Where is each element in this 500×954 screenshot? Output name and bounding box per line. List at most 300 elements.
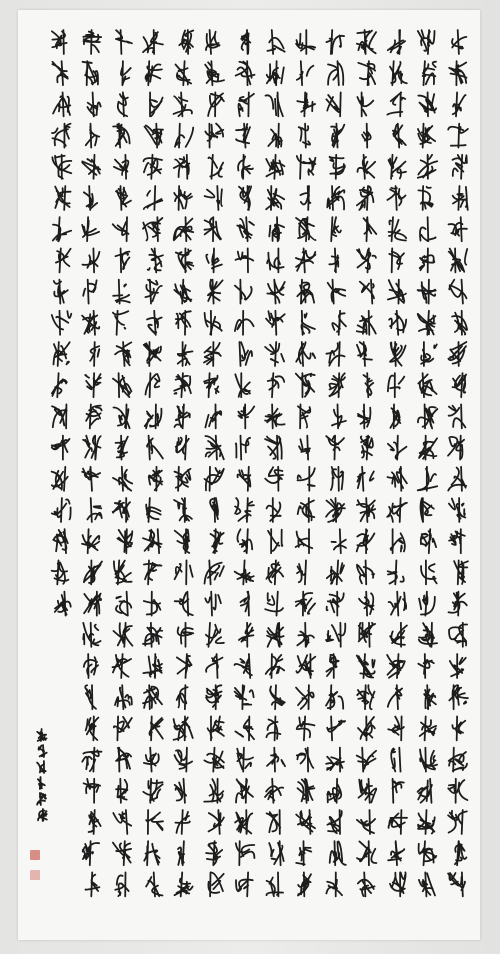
seal-script-glyph — [235, 373, 250, 397]
seal-script-glyph — [420, 748, 437, 772]
seal-script-glyph — [267, 498, 281, 522]
seal-script-glyph — [388, 841, 404, 865]
seal-script-glyph — [208, 716, 224, 740]
seal-script-glyph — [296, 217, 316, 241]
seal-script-glyph — [146, 61, 162, 85]
seal-script-glyph — [359, 779, 377, 803]
seal-script-glyph — [145, 404, 162, 428]
seal-script-glyph — [296, 30, 315, 54]
seal-script-glyph — [326, 30, 344, 54]
seal-script-glyph — [327, 592, 344, 616]
seal-script-glyph — [418, 467, 438, 491]
seal-script-glyph — [238, 92, 253, 116]
seal-script-glyph — [296, 654, 315, 678]
seal-script-glyph — [116, 436, 128, 460]
signature-glyph — [38, 809, 47, 821]
seal-script-glyph — [418, 404, 437, 428]
seal-script-glyph — [424, 685, 436, 709]
seal-script-glyph — [211, 529, 224, 553]
seal-script-glyph — [357, 92, 373, 116]
seal-script-glyph — [357, 186, 374, 210]
seal-script-glyph — [205, 61, 224, 85]
seal-script-glyph — [296, 810, 315, 834]
seal-script-glyph — [175, 560, 193, 584]
seal-script-glyph — [235, 280, 252, 304]
seal-script-glyph — [448, 810, 467, 834]
seal-script-glyph — [114, 560, 132, 584]
seal-script-glyph — [358, 716, 375, 740]
seal-script-glyph — [449, 623, 467, 647]
seal-script-glyph — [266, 560, 283, 584]
seal-script-glyph — [448, 342, 466, 366]
seal-script-glyph — [83, 436, 101, 460]
seal-script-glyph — [359, 623, 375, 647]
seal-script-glyph — [114, 623, 133, 647]
seal-script-glyph — [387, 498, 407, 522]
seal-script-glyph — [326, 498, 345, 522]
seal-script-glyph — [82, 155, 100, 179]
seal-script-glyph — [145, 124, 164, 148]
seal-script-glyph — [268, 124, 282, 148]
seal-script-glyph — [361, 436, 373, 460]
seal-script-glyph — [143, 529, 162, 553]
seal-script-glyph — [392, 779, 404, 803]
seal-script-glyph — [296, 685, 314, 709]
seal-script-glyph — [388, 467, 407, 491]
seal-script-glyph — [453, 92, 466, 116]
seal-script-glyph — [390, 623, 407, 647]
seal-script-glyph — [206, 623, 224, 647]
seal-script-glyph — [267, 810, 281, 834]
seal-script-glyph — [267, 748, 285, 772]
seal-script-glyph — [327, 716, 345, 740]
seal-script-glyph — [297, 623, 314, 647]
seal-script-glyph — [448, 779, 467, 803]
seal-script-glyph — [204, 342, 221, 366]
seal-script-glyph — [204, 373, 219, 397]
seal-script-glyph — [357, 529, 375, 553]
seal-script-glyph — [388, 716, 404, 740]
seal-script-glyph — [297, 61, 314, 85]
seal-script-glyph — [418, 779, 432, 803]
seal-script-glyph — [52, 373, 67, 397]
seal-script-glyph — [114, 404, 130, 428]
seal-script-glyph — [237, 748, 253, 772]
seal-script-glyph — [358, 404, 371, 428]
seal-script-glyph — [452, 716, 465, 740]
seal-script-glyph — [418, 810, 435, 834]
seal-script-glyph — [418, 373, 436, 397]
seal-script-glyph — [235, 311, 254, 335]
seal-script-glyph — [236, 436, 250, 460]
seal-script-glyph — [175, 872, 193, 896]
seal-script-glyph — [143, 30, 163, 54]
seal-script-glyph — [327, 810, 341, 834]
seal-script-glyph — [236, 872, 253, 896]
seal-script-glyph — [450, 654, 466, 678]
seal-script-glyph — [178, 623, 194, 647]
seal-script-glyph — [52, 311, 72, 335]
seal-script-glyph — [121, 61, 131, 85]
seal-script-glyph — [206, 30, 220, 54]
seal-script-glyph — [82, 748, 101, 772]
seal-script-glyph — [52, 436, 70, 460]
seal-script-glyph — [421, 529, 436, 553]
seal-script-glyph — [296, 841, 311, 865]
seal-script-glyph — [116, 748, 131, 772]
seal-script-glyph — [113, 280, 130, 304]
seal-script-glyph — [174, 280, 191, 304]
seal-script-glyph — [393, 124, 406, 148]
seal-script-glyph — [389, 217, 407, 241]
seal-script-glyph — [144, 186, 163, 210]
seal-script-glyph — [205, 467, 224, 491]
seal-script-glyph — [174, 155, 190, 179]
seal-script-glyph — [390, 404, 400, 428]
seal-script-glyph — [206, 654, 222, 678]
signature-glyph — [38, 777, 45, 789]
seal-script-glyph — [296, 529, 313, 553]
seal-script-glyph — [147, 436, 163, 460]
seal-script-glyph — [299, 124, 310, 148]
seal-script-glyph — [419, 436, 437, 460]
seal-script-glyph — [328, 280, 346, 304]
seal-script-glyph — [420, 217, 436, 241]
seal-script-glyph — [236, 841, 255, 865]
seal-script-glyph — [209, 810, 224, 834]
seal-script-glyph — [240, 342, 253, 366]
seal-script-glyph — [269, 217, 284, 241]
seal-script-glyph — [391, 529, 405, 553]
seal-script-glyph — [82, 529, 99, 553]
seal-script-glyph — [389, 248, 404, 272]
seal-script-glyph — [326, 654, 338, 678]
signature-glyph — [39, 745, 47, 757]
seal-script-glyph — [449, 529, 465, 553]
seal-script-glyph — [418, 654, 434, 678]
seal-script-glyph — [208, 92, 224, 116]
seal-script-glyph — [52, 61, 67, 85]
seal-script-glyph — [449, 592, 467, 616]
seal-script-glyph — [332, 529, 347, 553]
seal-script-glyph — [176, 436, 189, 460]
seal-script-glyph — [52, 124, 71, 148]
seal-script-glyph — [449, 217, 467, 241]
seal-script-glyph — [357, 30, 376, 54]
seal-script-glyph — [300, 186, 310, 210]
seal-script-glyph — [113, 217, 129, 241]
seal-script-glyph — [90, 342, 99, 366]
seal-script-glyph — [118, 92, 128, 116]
seal-script-glyph — [267, 623, 284, 647]
seal-script-glyph — [332, 311, 346, 335]
seal-script-glyph — [418, 92, 436, 116]
seal-script-glyph — [177, 685, 188, 709]
seal-script-glyph — [235, 716, 254, 740]
seal-script-glyph — [149, 467, 163, 491]
seal-script-glyph — [52, 560, 69, 584]
seal-script-glyph — [357, 467, 373, 491]
seal-script-glyph — [387, 186, 405, 210]
seal-script-glyph — [113, 498, 130, 522]
seal-script-glyph — [143, 217, 162, 241]
seal-script-glyph — [175, 779, 186, 803]
seal-script-glyph — [239, 623, 254, 647]
seal-script-glyph — [388, 280, 406, 304]
seal-script-glyph — [175, 467, 191, 491]
seal-script-glyph — [389, 810, 407, 834]
seal-script-glyph — [390, 61, 407, 85]
seal-script-glyph — [146, 373, 160, 397]
seal-script-glyph — [266, 872, 283, 896]
seal-script-glyph — [83, 61, 98, 85]
seal-script-glyph — [236, 248, 254, 272]
seal-script-glyph — [357, 841, 376, 865]
seal-script-glyph — [82, 248, 99, 272]
seal-script-glyph — [329, 248, 338, 272]
seal-script-glyph — [144, 841, 160, 865]
seal-script-glyph — [146, 810, 163, 834]
seal-script-glyph — [326, 685, 343, 709]
seal-script-glyph — [56, 248, 71, 272]
seal-script-glyph — [449, 685, 468, 709]
seal-script-glyph — [174, 92, 192, 116]
seal-script-glyph — [116, 779, 127, 803]
seal-script-glyph — [391, 748, 400, 772]
seal-script-glyph — [331, 217, 341, 241]
seal-script-glyph — [388, 560, 404, 584]
signature-glyph — [37, 729, 46, 741]
seal-script-glyph — [144, 748, 159, 772]
seal-script-glyph — [297, 716, 315, 740]
seal-script-glyph — [448, 124, 468, 148]
seal-script-glyph — [143, 623, 162, 647]
seal-script-glyph — [265, 467, 283, 491]
seal-script-glyph — [266, 716, 280, 740]
seal-script-glyph — [238, 155, 253, 179]
seal-script-glyph — [83, 841, 99, 865]
seal-script-glyph — [359, 592, 374, 616]
seal-script-glyph — [357, 560, 374, 584]
seal-script-glyph — [175, 748, 193, 772]
seal-script-glyph — [267, 280, 285, 304]
seal-script-glyph — [150, 92, 163, 116]
seal-script-glyph — [115, 342, 131, 366]
seal-script-glyph — [357, 685, 374, 709]
seal-script-glyph — [358, 61, 375, 85]
seal-script-glyph — [266, 92, 283, 116]
seal-script-glyph — [421, 342, 437, 366]
seal-script-glyph — [357, 498, 375, 522]
seal-script-glyph — [205, 404, 221, 428]
seal-script-glyph — [177, 654, 192, 678]
seal-script-glyph — [116, 592, 131, 616]
seal-script-glyph — [52, 155, 71, 179]
seal-script-glyph — [149, 716, 162, 740]
seal-script-glyph — [238, 404, 254, 428]
seal-script-glyph — [175, 124, 193, 148]
seal-script-glyph — [55, 186, 70, 210]
seal-script-glyph — [357, 654, 375, 678]
seal-script-glyph — [84, 654, 98, 678]
seal-script-glyph — [453, 373, 467, 397]
seal-script-glyph — [53, 92, 70, 116]
seal-script-glyph — [452, 30, 466, 54]
seal-script-glyph — [52, 467, 68, 491]
seal-script-glyph — [114, 716, 132, 740]
seal-script-glyph — [236, 124, 250, 148]
seal-script-glyph — [266, 654, 285, 678]
seal-script-glyph — [240, 592, 249, 616]
seal-script-glyph — [143, 654, 162, 678]
seal-script-glyph — [178, 841, 184, 865]
seal-script-glyph — [114, 155, 128, 179]
seal-script-glyph — [419, 592, 435, 616]
seal-script-glyph — [87, 92, 100, 116]
seal-script-glyph — [360, 280, 374, 304]
seal-script-glyph — [113, 124, 129, 148]
seal-script-glyph — [449, 498, 465, 522]
seal-script-glyph — [236, 779, 253, 803]
seal-script-glyph — [144, 342, 161, 366]
seal-script-glyph — [237, 217, 254, 241]
seal-script-glyph — [298, 467, 315, 491]
seal-script-glyph — [449, 61, 466, 85]
seal-script-glyph — [205, 124, 223, 148]
seal-script-glyph — [448, 872, 465, 896]
seal-script-glyph — [174, 716, 193, 740]
seal-script-glyph — [265, 779, 283, 803]
seal-script-glyph — [206, 248, 222, 272]
seal-script-glyph — [297, 155, 316, 179]
seal-script-glyph — [296, 248, 316, 272]
seal-script-glyph — [265, 342, 284, 366]
seal-script-glyph — [205, 560, 224, 584]
seal-script-glyph — [175, 810, 189, 834]
seal-script-glyph — [455, 841, 467, 865]
seal-script-glyph — [205, 436, 223, 460]
seal-script-glyph — [208, 280, 223, 304]
seal-script-glyph — [419, 872, 435, 896]
seal-script-glyph — [205, 217, 222, 241]
seal-script-glyph — [331, 124, 344, 148]
seal-script-glyph — [387, 654, 405, 678]
seal-script-glyph — [449, 248, 468, 272]
seal-script-glyph — [208, 872, 223, 896]
seal-script-glyph — [241, 30, 250, 54]
seal-script-glyph — [388, 373, 404, 397]
seal-script-glyph — [206, 685, 222, 709]
seal-script-glyph — [454, 560, 468, 584]
seal-script-glyph — [267, 248, 284, 272]
seal-script-glyph — [145, 280, 161, 304]
seal-script-glyph — [266, 155, 284, 179]
seal-script-glyph — [83, 623, 100, 647]
seal-script-glyph — [52, 404, 67, 428]
seal-script-glyph — [420, 248, 435, 272]
seal-script-glyph — [175, 404, 190, 428]
seal-script-glyph — [297, 280, 314, 304]
signature-glyph — [37, 761, 46, 773]
seal-script-glyph — [146, 498, 161, 522]
seal-script-glyph — [82, 311, 99, 335]
seal-script-glyph — [269, 841, 284, 865]
seal-script-glyph — [235, 685, 254, 709]
seal-script-glyph — [83, 280, 96, 304]
seal-script-glyph — [176, 248, 194, 272]
seal-script-glyph — [357, 342, 372, 366]
seal-script-glyph — [113, 841, 131, 865]
seal-script-glyph — [116, 30, 132, 54]
seal-script-glyph — [113, 373, 132, 397]
seal-script-glyph — [357, 248, 376, 272]
seal-script-glyph — [329, 373, 345, 397]
seal-script-glyph — [387, 92, 405, 116]
seal-script-glyph — [331, 467, 343, 491]
seal-script-glyph — [357, 748, 376, 772]
seal-script-glyph — [117, 529, 132, 553]
seal-script-glyph — [54, 280, 68, 304]
seal-script-glyph — [176, 311, 191, 335]
seal-script-glyph — [326, 92, 340, 116]
seal-script-glyph — [390, 872, 406, 896]
seal-script-glyph — [296, 373, 315, 397]
seal-script-glyph — [113, 810, 131, 834]
seal-script-glyph — [389, 155, 407, 179]
signature-glyph — [37, 793, 46, 805]
seal-script-glyph — [235, 560, 254, 584]
seal-script-glyph — [418, 186, 432, 210]
seal-script-glyph — [266, 186, 284, 210]
seal-script-glyph — [235, 654, 252, 678]
seal-script-glyph — [52, 30, 67, 54]
seal-script-glyph — [115, 685, 132, 709]
seal-script-glyph — [296, 592, 315, 616]
seal-script-glyph — [327, 560, 344, 584]
seal-script-glyph — [115, 872, 128, 896]
seal-script-glyph — [204, 779, 223, 803]
seal-script-glyph — [326, 872, 342, 896]
seal-script-glyph — [235, 498, 254, 522]
seal-script-glyph — [146, 872, 162, 896]
seal-script-glyph — [296, 342, 315, 366]
seal-script-glyph — [423, 61, 436, 85]
seal-script-glyph — [144, 560, 162, 584]
seal-script-glyph — [144, 155, 163, 179]
seal-script-glyph — [174, 498, 192, 522]
seal-script-glyph — [389, 311, 406, 335]
seal-script-glyph — [267, 30, 284, 54]
seal-script-glyph — [174, 217, 194, 241]
seal-script-glyph — [175, 592, 193, 616]
seal-script-glyph — [82, 217, 99, 241]
seal-script-glyph — [116, 248, 130, 272]
seal-script-glyph — [298, 498, 315, 522]
seal-script-glyph — [453, 155, 467, 179]
seal-script-glyph — [237, 467, 250, 491]
seal-script-glyph — [453, 186, 468, 210]
seal-script-glyph — [175, 529, 190, 553]
seal-script-glyph — [297, 560, 306, 584]
seal-script-glyph — [418, 30, 435, 54]
seal-script-glyph — [326, 436, 344, 460]
seal-script-glyph — [448, 467, 466, 491]
seal-script-glyph — [174, 186, 192, 210]
seal-script-glyph — [330, 841, 346, 865]
seal-script-glyph — [358, 872, 375, 896]
seal-script-glyph — [267, 61, 284, 85]
seal-script-glyph — [421, 498, 434, 522]
